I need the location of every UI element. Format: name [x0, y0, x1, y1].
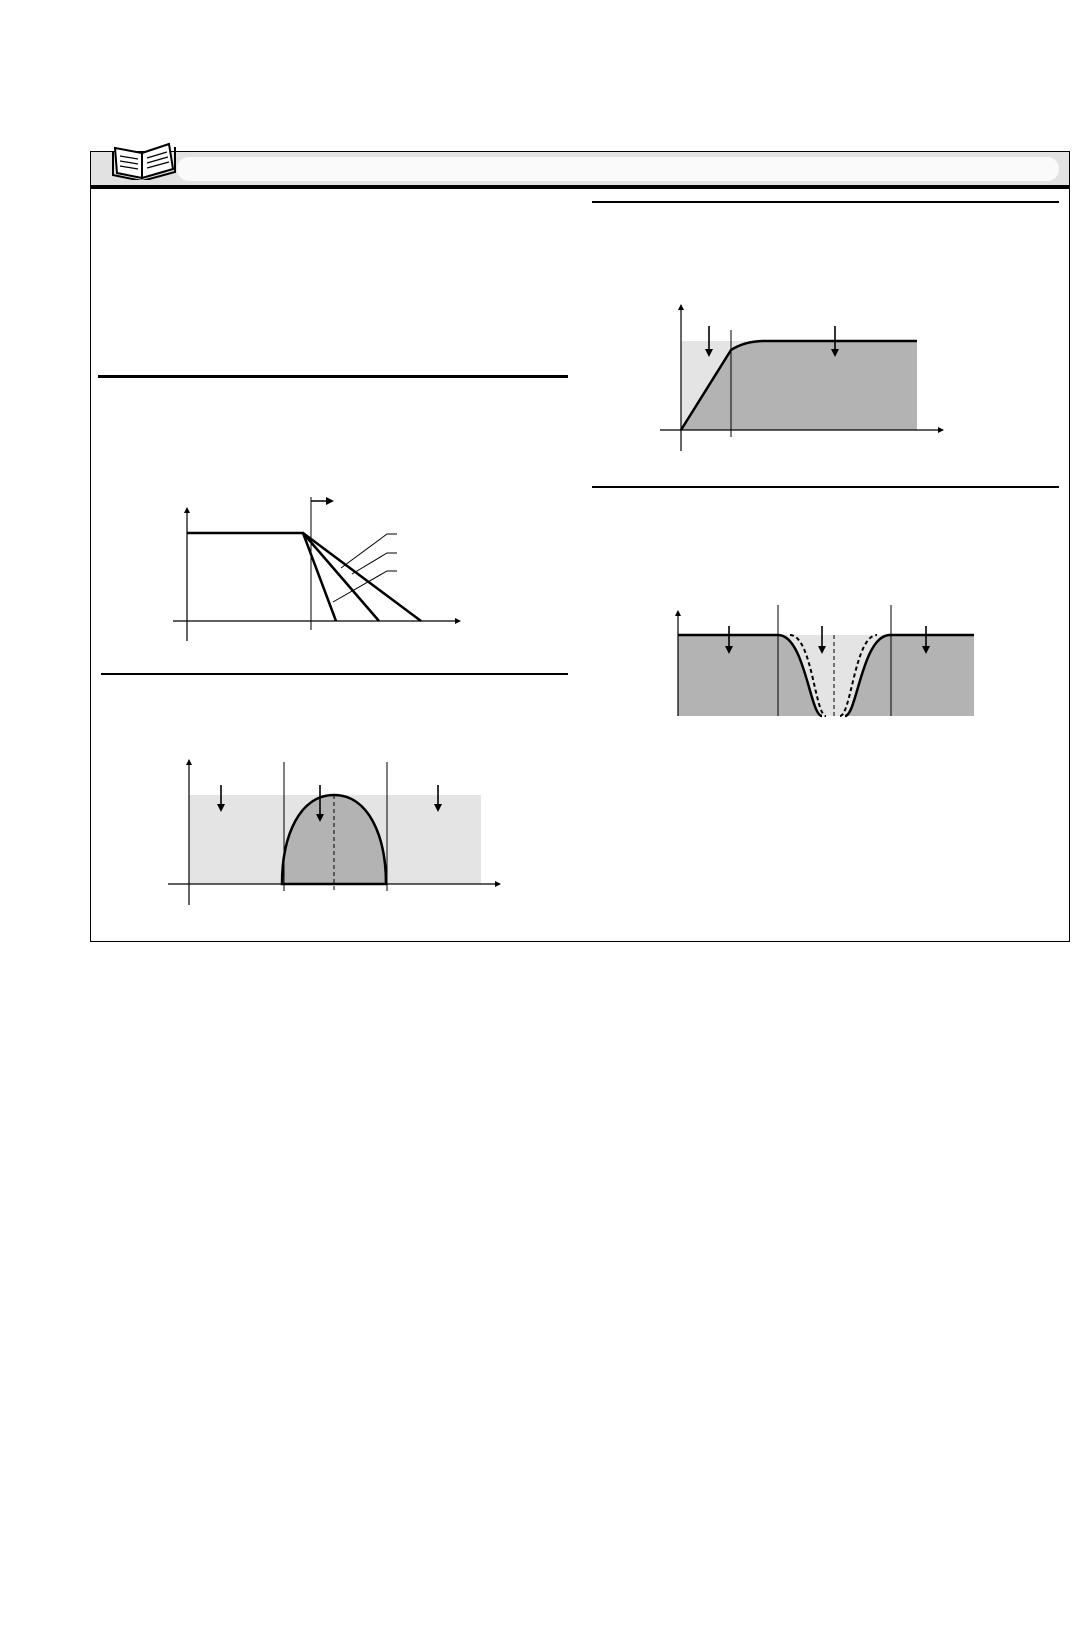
- high-pass-filter: [660, 305, 943, 451]
- band-pass-filter: [168, 760, 500, 905]
- low-pass-filter: [173, 497, 460, 641]
- band-eliminate-filter: [678, 605, 974, 716]
